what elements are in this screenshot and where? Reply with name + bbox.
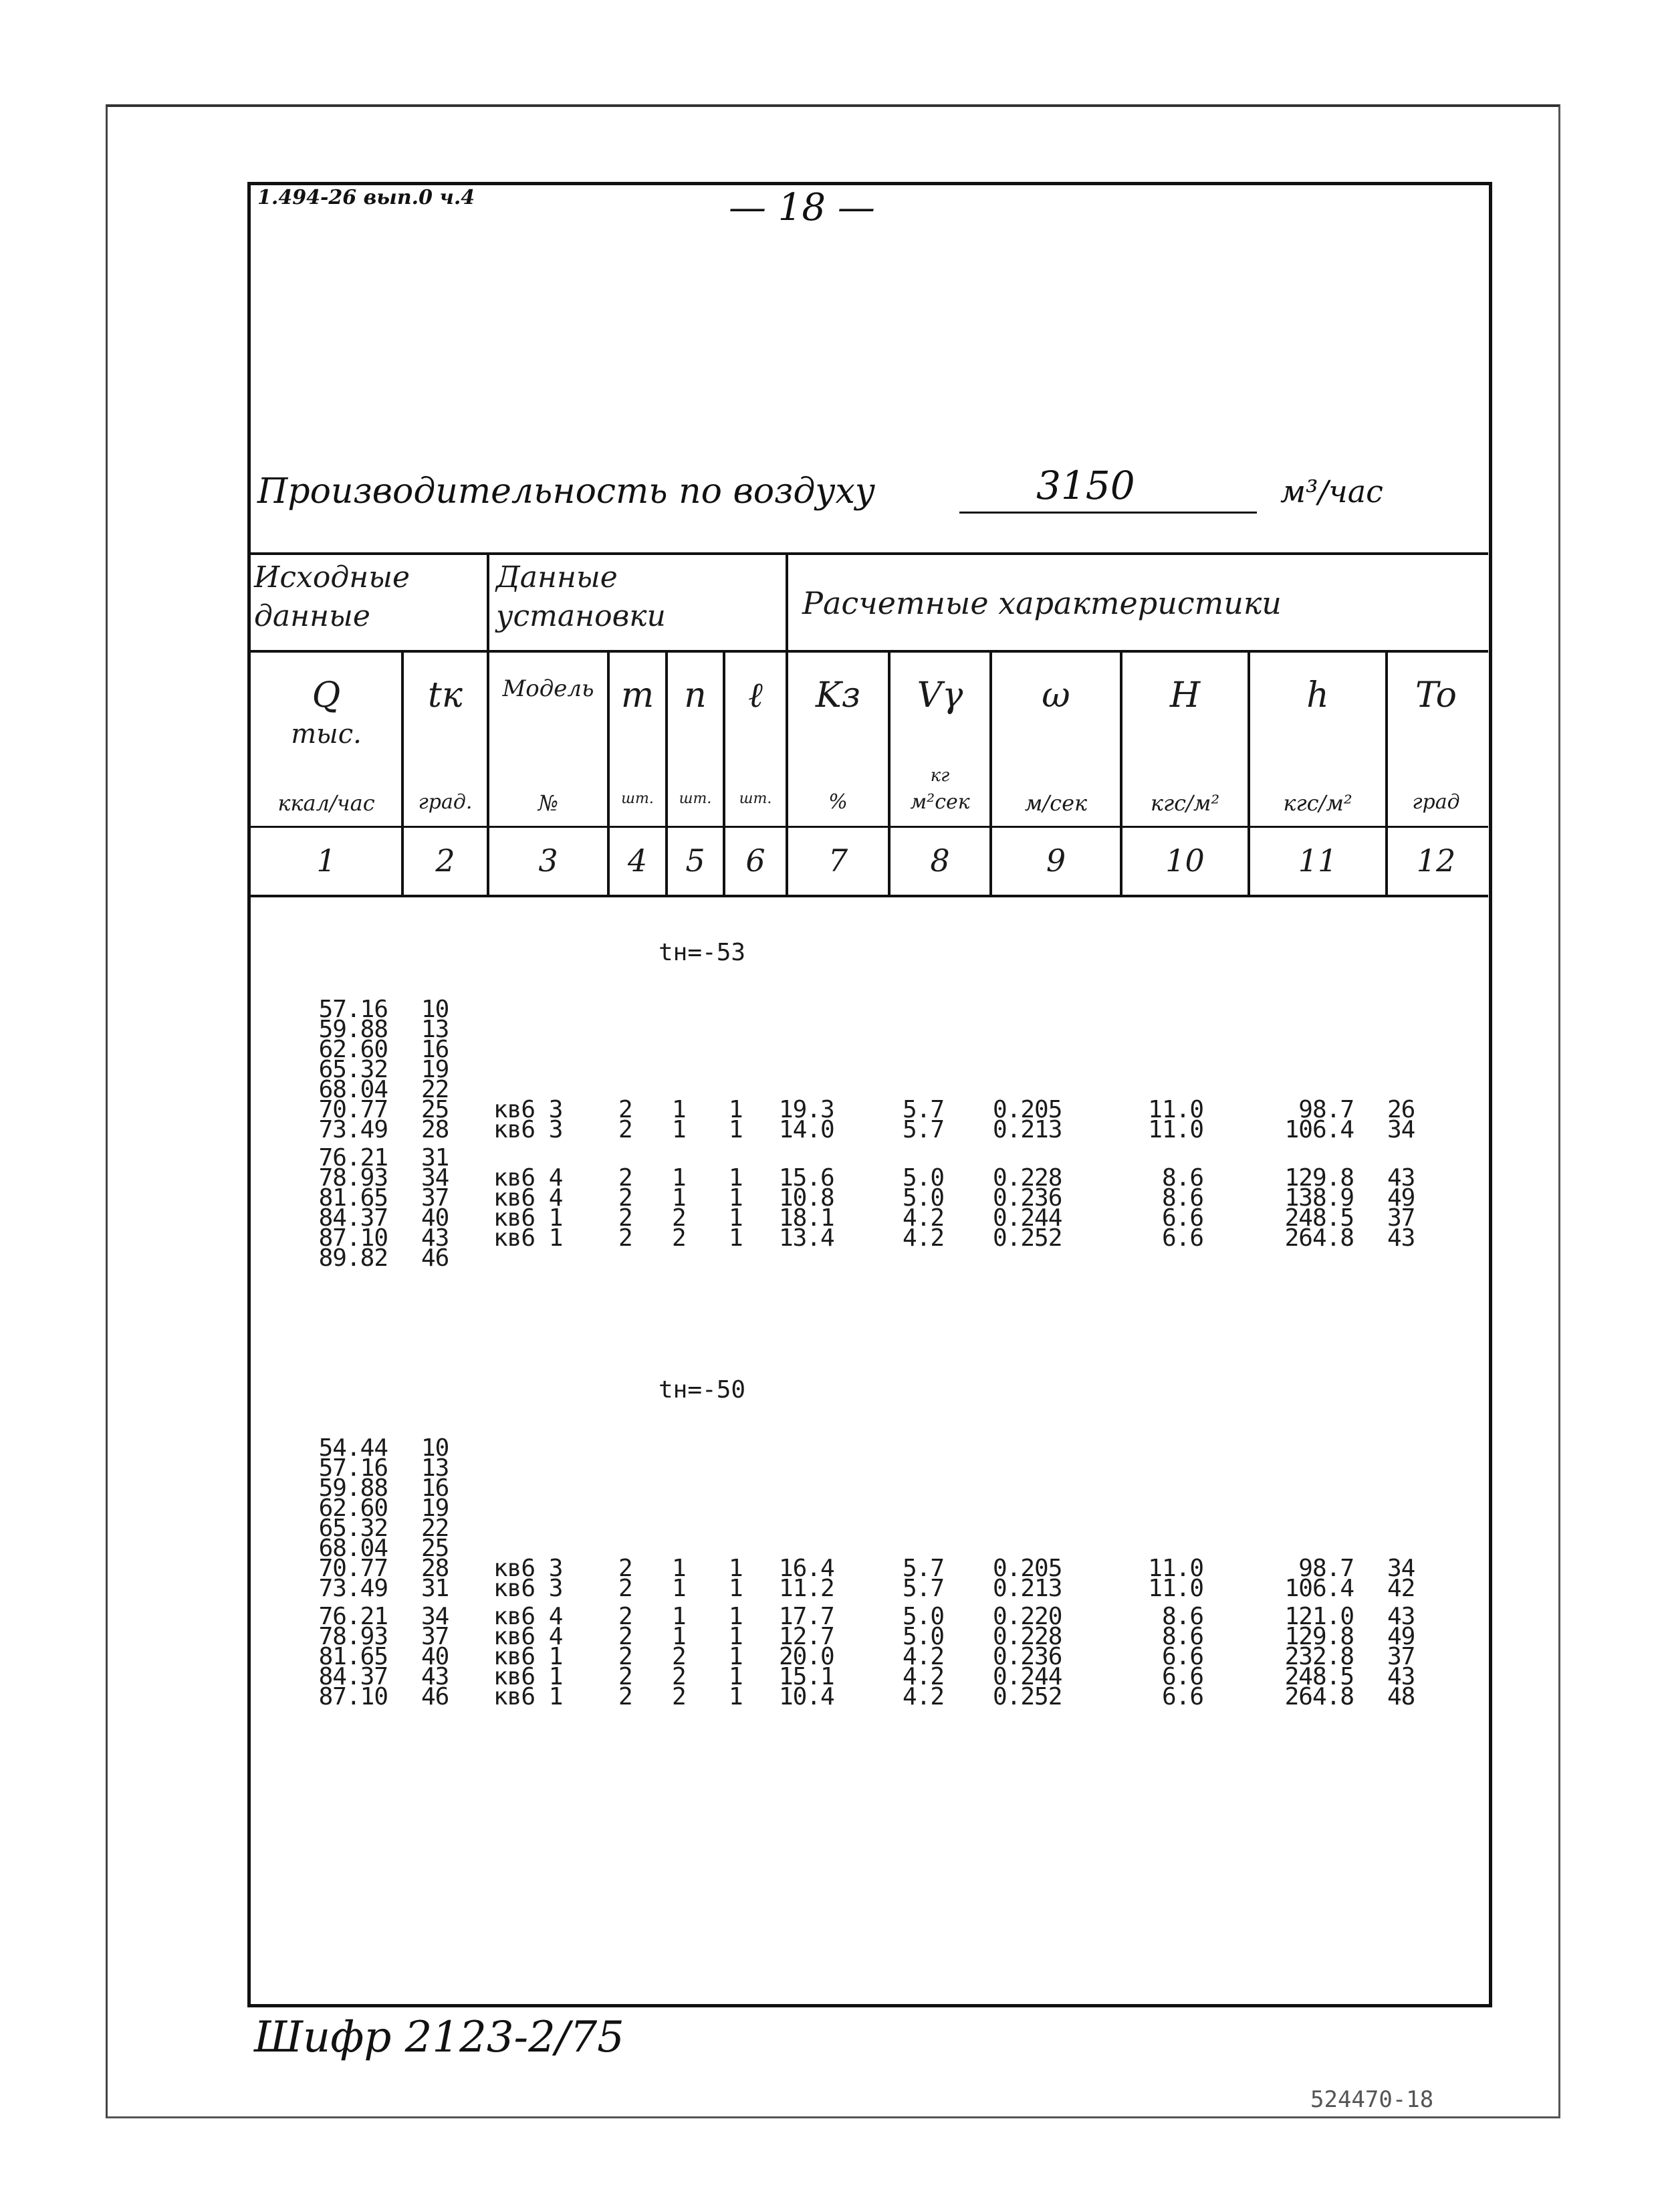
cell-to: 49 (1387, 1623, 1415, 1650)
cell-q: 78.93 (318, 1623, 388, 1650)
cell-kz: 16.4 (779, 1555, 834, 1582)
cell-h-small: 264.8 (1284, 1224, 1354, 1252)
cell-kz: 15.1 (779, 1663, 834, 1690)
cell-kz: 20.0 (779, 1643, 834, 1670)
table-row (0, 1117, 1658, 1143)
cell-h-small: 106.4 (1284, 1575, 1354, 1602)
cell-omega: 0.205 (993, 1096, 1062, 1123)
cell-l: 1 (729, 1184, 743, 1212)
cell-q: 81.65 (318, 1643, 388, 1670)
cell-to: 26 (1387, 1096, 1415, 1123)
cell-l: 1 (729, 1643, 743, 1670)
cell-tk: 19 (421, 1495, 449, 1522)
cell-tk: 16 (421, 1474, 449, 1502)
cell-q: 68.04 (318, 1535, 388, 1562)
cell-n: 2 (672, 1204, 686, 1232)
col-unit-m: шт. (621, 790, 654, 807)
group-install-heading: Данные установки (496, 560, 666, 633)
page-number: — 18 — (729, 186, 875, 229)
cell-h-big: 8.6 (1161, 1623, 1203, 1650)
cell-h-big: 11.0 (1148, 1116, 1203, 1143)
cell-kz: 19.3 (779, 1096, 834, 1123)
cell-q: 54.44 (318, 1434, 388, 1462)
cell-m: 2 (618, 1575, 632, 1602)
cell-h-big: 11.0 (1148, 1555, 1203, 1582)
cell-l: 1 (729, 1224, 743, 1252)
cell-m: 2 (618, 1663, 632, 1690)
cell-m: 2 (618, 1683, 632, 1710)
cell-to: 43 (1387, 1603, 1415, 1630)
air-capacity-unit: м³/час (1280, 473, 1383, 510)
cell-kz: 14.0 (779, 1116, 834, 1143)
cell-to: 49 (1387, 1184, 1415, 1212)
cell-omega: 0.244 (993, 1663, 1062, 1690)
cell-omega: 0.228 (993, 1164, 1062, 1192)
col-symbol-omega: ω (1042, 675, 1070, 715)
cell-n: 2 (672, 1663, 686, 1690)
cell-vg: 4.2 (903, 1204, 945, 1232)
col-unit-n: шт. (679, 790, 712, 807)
cell-h-small: 129.8 (1284, 1623, 1354, 1650)
col-symbol-model: Модель (502, 675, 594, 702)
cell-tk: 13 (421, 1454, 449, 1482)
col-number-model: 3 (538, 843, 558, 879)
col-number-kz: 7 (828, 843, 848, 879)
cell-vg: 5.7 (903, 1096, 945, 1123)
cell-l: 1 (729, 1575, 743, 1602)
cell-q: 68.04 (318, 1076, 388, 1103)
col-unit-to: град (1412, 790, 1460, 814)
cell-q: 62.60 (318, 1036, 388, 1063)
cell-kz: 15.6 (779, 1164, 834, 1192)
value-underline (959, 512, 1257, 514)
cell-tk: 37 (421, 1184, 449, 1212)
cell-h-small: 138.9 (1284, 1184, 1354, 1212)
col-unit-l: шт. (739, 790, 772, 807)
cell-h-small: 129.8 (1284, 1164, 1354, 1192)
cell-model: кв6 3 (493, 1555, 563, 1582)
cell-l: 1 (729, 1204, 743, 1232)
col-symbol-n: n (684, 675, 707, 715)
cell-to: 37 (1387, 1204, 1415, 1232)
cell-model: кв6 4 (493, 1184, 563, 1212)
col-number-vg: 8 (930, 843, 950, 879)
cell-h-small: 232.8 (1284, 1643, 1354, 1670)
cell-l: 1 (729, 1623, 743, 1650)
cell-vg: 5.0 (903, 1623, 945, 1650)
cell-q: 84.37 (318, 1663, 388, 1690)
table-top-line (249, 552, 1488, 555)
cell-q: 87.10 (318, 1224, 388, 1252)
cell-q: 81.65 (318, 1184, 388, 1212)
cell-tk: 37 (421, 1623, 449, 1650)
cell-vg: 4.2 (903, 1663, 945, 1690)
col-unit-q: ккал/час (277, 790, 375, 816)
cell-model: кв6 4 (493, 1603, 563, 1630)
cell-kz: 10.8 (779, 1184, 834, 1212)
cell-m: 2 (618, 1603, 632, 1630)
cell-omega: 0.205 (993, 1555, 1062, 1582)
cell-l: 1 (729, 1603, 743, 1630)
group-source-heading: Исходные данные (254, 560, 410, 633)
col-symbol-tk: tк (428, 675, 463, 715)
cell-m: 2 (618, 1555, 632, 1582)
cell-h-big: 6.6 (1161, 1683, 1203, 1710)
cell-m: 2 (618, 1224, 632, 1252)
cell-to: 42 (1387, 1575, 1415, 1602)
cell-n: 1 (672, 1184, 686, 1212)
cell-n: 2 (672, 1643, 686, 1670)
cell-model: кв6 3 (493, 1096, 563, 1123)
cell-q: 73.49 (318, 1575, 388, 1602)
cell-q: 70.77 (318, 1096, 388, 1123)
cell-tk: 31 (421, 1575, 449, 1602)
col-unit-vg: м²сек (910, 790, 970, 814)
cell-l: 1 (729, 1164, 743, 1192)
cell-l: 1 (729, 1663, 743, 1690)
cipher-code: Шифр 2123-2/75 (254, 2013, 624, 2062)
cell-omega: 0.213 (993, 1116, 1062, 1143)
cell-tk: 28 (421, 1555, 449, 1582)
cell-model: кв6 4 (493, 1623, 563, 1650)
table-row (0, 1684, 1658, 1710)
cell-q: 59.88 (318, 1474, 388, 1502)
cell-omega: 0.252 (993, 1683, 1062, 1710)
cell-model: кв6 3 (493, 1575, 563, 1602)
cell-h-small: 264.8 (1284, 1683, 1354, 1710)
cell-q: 57.16 (318, 1454, 388, 1482)
cell-tk: 43 (421, 1663, 449, 1690)
group-calc-heading: Расчетные характеристики (802, 585, 1282, 621)
cell-tk: 25 (421, 1535, 449, 1562)
cell-omega: 0.244 (993, 1204, 1062, 1232)
cell-vg: 5.7 (903, 1555, 945, 1582)
cell-tk: 40 (421, 1643, 449, 1670)
cell-h-big: 8.6 (1161, 1164, 1203, 1192)
section-label: tн=-50 (659, 1376, 746, 1404)
cell-kz: 18.1 (779, 1204, 834, 1232)
cell-q: 78.93 (318, 1164, 388, 1192)
cell-h-big: 6.6 (1161, 1663, 1203, 1690)
cell-omega: 0.236 (993, 1184, 1062, 1212)
cell-vg: 5.0 (903, 1184, 945, 1212)
cell-q: 87.10 (318, 1683, 388, 1710)
cell-tk: 19 (421, 1056, 449, 1083)
table-row (0, 1575, 1658, 1602)
cell-vg: 4.2 (903, 1643, 945, 1670)
cell-model: кв6 3 (493, 1116, 563, 1143)
cell-tk: 16 (421, 1036, 449, 1063)
cell-model: кв6 1 (493, 1683, 563, 1710)
cell-to: 34 (1387, 1116, 1415, 1143)
cell-tk: 28 (421, 1116, 449, 1143)
col-unit-omega: м/сек (1024, 790, 1088, 816)
cell-h-small: 248.5 (1284, 1204, 1354, 1232)
col-symbol-m: m (620, 675, 655, 715)
cell-h-big: 11.0 (1148, 1575, 1203, 1602)
cell-m: 2 (618, 1096, 632, 1123)
cell-omega: 0.252 (993, 1224, 1062, 1252)
cell-kz: 13.4 (779, 1224, 834, 1252)
cell-q: 59.88 (318, 1016, 388, 1043)
cell-tk: 43 (421, 1224, 449, 1252)
cell-h-small: 248.5 (1284, 1663, 1354, 1690)
cell-m: 2 (618, 1116, 632, 1143)
air-capacity-value: 3150 (1036, 463, 1135, 508)
cell-h-small: 121.0 (1284, 1603, 1354, 1630)
cell-q: 57.16 (318, 996, 388, 1023)
cell-omega: 0.213 (993, 1575, 1062, 1602)
cell-tk: 10 (421, 996, 449, 1023)
cell-vg: 5.0 (903, 1603, 945, 1630)
cell-m: 2 (618, 1643, 632, 1670)
section-label: tн=-53 (659, 939, 746, 966)
cell-kz: 10.4 (779, 1683, 834, 1710)
cell-tk: 46 (421, 1244, 449, 1272)
cell-h-big: 6.6 (1161, 1204, 1203, 1232)
col-unit-model: № (538, 790, 559, 816)
cell-tk: 34 (421, 1603, 449, 1630)
cell-n: 2 (672, 1683, 686, 1710)
cell-model: кв6 1 (493, 1643, 563, 1670)
cell-tk: 13 (421, 1016, 449, 1043)
col-symbol-to: To (1415, 675, 1457, 715)
cell-n: 1 (672, 1096, 686, 1123)
cell-h-big: 6.6 (1161, 1643, 1203, 1670)
cell-h-small: 106.4 (1284, 1116, 1354, 1143)
cell-tk: 31 (421, 1144, 449, 1172)
cell-h-big: 6.6 (1161, 1224, 1203, 1252)
col-symbol-kz: Kз (815, 675, 861, 715)
cell-q: 76.21 (318, 1144, 388, 1172)
col-symbol-sub-vg: кг (930, 766, 950, 786)
cell-vg: 5.0 (903, 1164, 945, 1192)
col-unit-kz: % (828, 790, 848, 814)
cell-l: 1 (729, 1683, 743, 1710)
cell-h-big: 8.6 (1161, 1184, 1203, 1212)
table-row (0, 1245, 1658, 1272)
cell-m: 2 (618, 1164, 632, 1192)
cell-tk: 34 (421, 1164, 449, 1192)
cell-h-small: 98.7 (1298, 1096, 1354, 1123)
cell-tk: 40 (421, 1204, 449, 1232)
cell-n: 2 (672, 1224, 686, 1252)
archive-stamp: 524470-18 (1310, 2086, 1434, 2113)
col-number-q: 1 (316, 843, 336, 879)
col-symbol-vg: Vγ (917, 675, 963, 715)
col-symbol-h-small: h (1306, 675, 1329, 715)
cell-l: 1 (729, 1555, 743, 1582)
document-reference: 1.494-26 вып.0 ч.4 (257, 186, 475, 209)
cell-h-big: 8.6 (1161, 1603, 1203, 1630)
cell-tk: 22 (421, 1515, 449, 1542)
cell-n: 1 (672, 1164, 686, 1192)
col-number-tk: 2 (435, 843, 455, 879)
cell-to: 37 (1387, 1643, 1415, 1670)
col-number-n: 5 (685, 843, 705, 879)
col-symbol-q: Q (312, 675, 341, 715)
cell-model: кв6 1 (493, 1663, 563, 1690)
cell-vg: 5.7 (903, 1116, 945, 1143)
col-number-h-big: 10 (1165, 843, 1205, 879)
cell-kz: 11.2 (779, 1575, 834, 1602)
col-symbol-l: ℓ (748, 675, 763, 715)
group-divider-line (249, 650, 1488, 653)
cell-vg: 5.7 (903, 1575, 945, 1602)
cell-m: 2 (618, 1623, 632, 1650)
cell-n: 1 (672, 1575, 686, 1602)
cell-h-big: 11.0 (1148, 1096, 1203, 1123)
col-unit-tk: град. (418, 790, 473, 814)
cell-q: 70.77 (318, 1555, 388, 1582)
cell-tk: 25 (421, 1096, 449, 1123)
cell-to: 43 (1387, 1224, 1415, 1252)
air-capacity-label: Производительность по воздуху (257, 471, 876, 512)
cell-q: 73.49 (318, 1116, 388, 1143)
cell-q: 62.60 (318, 1495, 388, 1522)
cell-tk: 46 (421, 1683, 449, 1710)
cell-tk: 10 (421, 1434, 449, 1462)
cell-n: 1 (672, 1623, 686, 1650)
cell-q: 84.37 (318, 1204, 388, 1232)
cell-n: 1 (672, 1116, 686, 1143)
cell-q: 89.82 (318, 1244, 388, 1272)
col-symbol-sub-q: тыс. (291, 719, 362, 750)
cell-h-small: 98.7 (1298, 1555, 1354, 1582)
col-unit-h-small: кгс/м² (1283, 790, 1352, 816)
column-number-line (249, 895, 1488, 897)
col-number-omega: 9 (1046, 843, 1066, 879)
cell-model: кв6 4 (493, 1164, 563, 1192)
cell-m: 2 (618, 1204, 632, 1232)
cell-vg: 4.2 (903, 1683, 945, 1710)
cell-model: кв6 1 (493, 1204, 563, 1232)
cell-tk: 22 (421, 1076, 449, 1103)
cell-to: 43 (1387, 1164, 1415, 1192)
cell-l: 1 (729, 1096, 743, 1123)
cell-vg: 4.2 (903, 1224, 945, 1252)
cell-omega: 0.236 (993, 1643, 1062, 1670)
cell-q: 76.21 (318, 1603, 388, 1630)
col-number-l: 6 (745, 843, 765, 879)
cell-to: 34 (1387, 1555, 1415, 1582)
cell-omega: 0.220 (993, 1603, 1062, 1630)
cell-n: 1 (672, 1555, 686, 1582)
units-line (249, 826, 1488, 828)
col-number-to: 12 (1416, 843, 1456, 879)
cell-model: кв6 1 (493, 1224, 563, 1252)
cell-q: 65.32 (318, 1056, 388, 1083)
col-unit-h-big: кгс/м² (1150, 790, 1220, 816)
col-number-h-small: 11 (1298, 843, 1338, 879)
cell-to: 43 (1387, 1663, 1415, 1690)
cell-omega: 0.228 (993, 1623, 1062, 1650)
col-number-m: 4 (627, 843, 648, 879)
cell-q: 65.32 (318, 1515, 388, 1542)
cell-to: 48 (1387, 1683, 1415, 1710)
cell-l: 1 (729, 1116, 743, 1143)
cell-kz: 12.7 (779, 1623, 834, 1650)
col-symbol-h-big: H (1169, 675, 1201, 715)
cell-kz: 17.7 (779, 1603, 834, 1630)
cell-m: 2 (618, 1184, 632, 1212)
cell-n: 1 (672, 1603, 686, 1630)
